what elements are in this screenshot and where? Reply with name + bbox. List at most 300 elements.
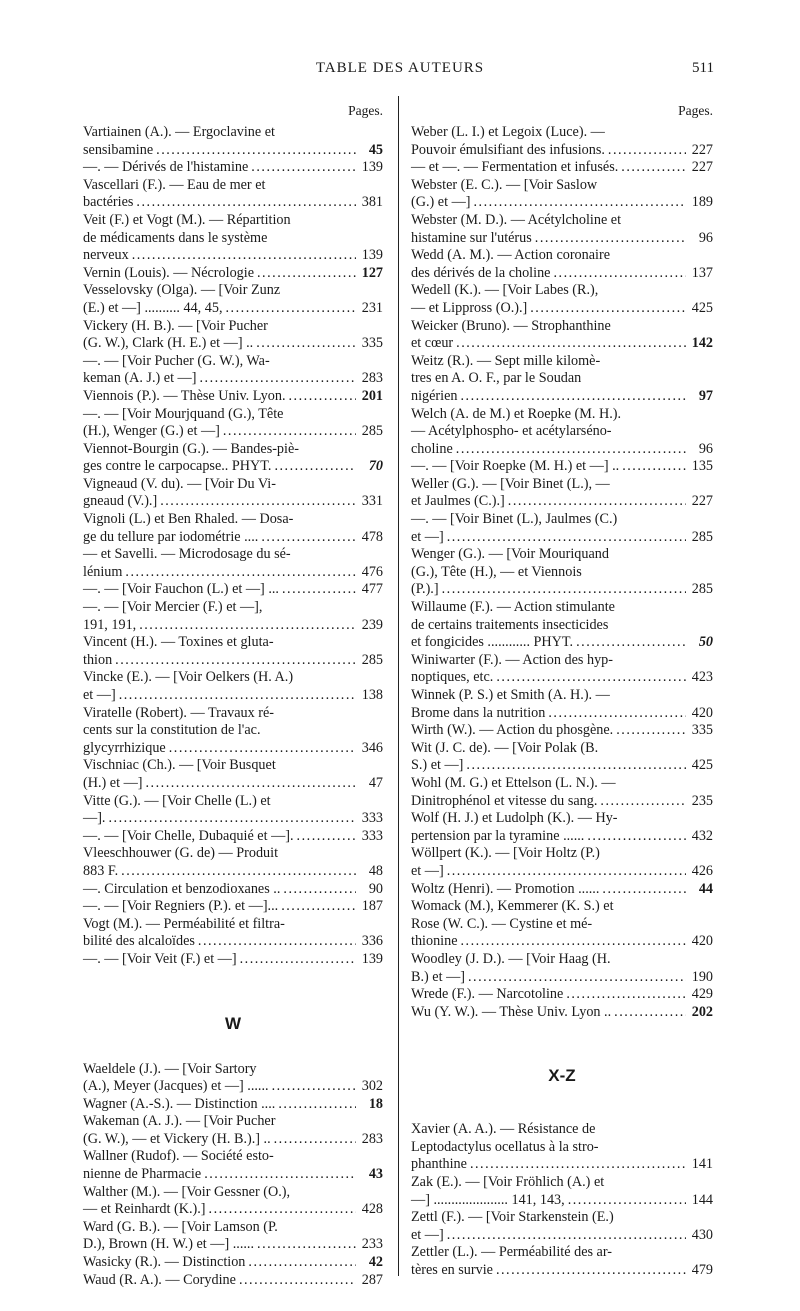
dot-leader bbox=[602, 881, 686, 899]
index-entry bbox=[411, 740, 713, 775]
entry-last-line bbox=[83, 1130, 383, 1149]
page-reference: 138 bbox=[361, 687, 383, 703]
entry-text-line: Wedd (A. M.). — Action coronaire bbox=[411, 247, 611, 264]
entry-text-line: pertension par la tyramine ...... bbox=[411, 827, 585, 844]
dot-leader bbox=[125, 564, 356, 582]
index-entry bbox=[83, 441, 383, 476]
index-entry bbox=[83, 177, 383, 212]
entry-last-line bbox=[411, 933, 713, 951]
entry-text-line: Vartiainen (A.). — Ergoclavine et bbox=[83, 124, 275, 140]
page-reference: 285 bbox=[691, 528, 713, 545]
index-entry bbox=[83, 669, 383, 704]
entry-text-line: Wit (J. C. de). — [Voir Polak (B. bbox=[411, 739, 599, 756]
index-entry bbox=[83, 353, 383, 388]
page-reference: 227 bbox=[691, 141, 713, 158]
index-entry bbox=[411, 1174, 713, 1209]
entry-text-line: Weber (L. I.) et Legoix (Luce). — bbox=[411, 124, 605, 140]
page-reference: 139 bbox=[361, 950, 383, 967]
entry-text-line: Veit (F.) et Vogt (M.). — Répartition bbox=[83, 211, 291, 228]
entry-text-line: (G.), Tête (H.), — et Viennois bbox=[411, 563, 582, 580]
entry-last-line bbox=[83, 880, 383, 899]
dot-leader bbox=[496, 669, 686, 687]
page-reference: 420 bbox=[691, 933, 713, 950]
dot-leader bbox=[535, 230, 686, 248]
dot-leader bbox=[278, 1096, 356, 1114]
dot-leader bbox=[568, 1192, 686, 1210]
entry-text-line: tres en A. O. F., par le Soudan bbox=[411, 370, 582, 387]
index-entry bbox=[83, 1254, 383, 1272]
page-reference: 127 bbox=[361, 264, 383, 281]
dot-leader bbox=[508, 493, 686, 511]
index-entry bbox=[83, 476, 383, 511]
entry-text-line: Vogt (M.). — Perméabilité et filtra- bbox=[83, 915, 285, 932]
page-header bbox=[0, 60, 800, 84]
index-entry bbox=[411, 986, 713, 1004]
index-entry bbox=[83, 1184, 383, 1219]
page-reference: 283 bbox=[361, 1130, 383, 1147]
entry-text-line: bilité des alcaloïdes bbox=[83, 933, 195, 950]
entry-last-line bbox=[411, 792, 713, 811]
index-entry bbox=[83, 757, 383, 792]
index-entry bbox=[411, 1121, 713, 1174]
index-entry bbox=[411, 687, 713, 722]
dot-leader bbox=[226, 300, 357, 318]
entry-text-line: Zak (E.). — [Voir Fröhlich (A.) et bbox=[411, 1174, 605, 1191]
entry-text-line: —. Circulation et benzodioxanes .. bbox=[83, 880, 281, 897]
page-reference: 432 bbox=[691, 827, 713, 844]
entry-last-line bbox=[83, 563, 383, 582]
index-entry bbox=[83, 705, 383, 758]
dot-leader bbox=[223, 423, 356, 441]
entry-text-line: (A.), Meyer (Jacques) et —] ...... bbox=[83, 1078, 269, 1095]
page-reference: 420 bbox=[691, 704, 713, 721]
page-reference: 144 bbox=[691, 1191, 713, 1208]
right-column bbox=[411, 100, 713, 1280]
dot-leader bbox=[257, 265, 356, 283]
entry-text-line: Vincent (H.). — Toxines et gluta- bbox=[83, 634, 274, 651]
page-reference: 202 bbox=[691, 1003, 713, 1020]
entry-last-line bbox=[83, 141, 383, 160]
entry-text-line: et cœur bbox=[411, 335, 454, 352]
page-reference: 141 bbox=[691, 1156, 713, 1173]
page-reference: 139 bbox=[361, 159, 383, 176]
dot-leader bbox=[169, 740, 356, 758]
entry-text-line: —. — [Voir Fauchon (L.) et —] ... bbox=[83, 581, 279, 598]
page-reference: 429 bbox=[691, 986, 713, 1003]
page-reference: 70 bbox=[368, 458, 383, 475]
dot-leader bbox=[456, 335, 686, 353]
entry-last-line bbox=[83, 458, 383, 476]
index-entry bbox=[83, 951, 383, 969]
index-list-w-continued bbox=[411, 124, 713, 1021]
index-entry bbox=[411, 845, 713, 880]
entry-text-line: Wohl (M. G.) et Ettelson (L. N.). — bbox=[411, 774, 616, 791]
entry-last-line bbox=[411, 827, 713, 846]
entry-last-line bbox=[83, 247, 383, 265]
entry-text-line: (G. W.), — et Vickery (H. B.).] .. bbox=[83, 1130, 271, 1147]
entry-text-line: —]. bbox=[83, 810, 106, 827]
dot-leader bbox=[548, 705, 686, 723]
dot-leader bbox=[251, 159, 356, 177]
page-reference: 425 bbox=[691, 299, 713, 316]
page-reference: 231 bbox=[361, 299, 383, 316]
index-entry bbox=[411, 652, 713, 687]
entry-text-line: Wu (Y. W.). — Thèse Univ. Lyon .. bbox=[411, 1003, 612, 1020]
entry-last-line bbox=[83, 264, 383, 283]
entry-last-line bbox=[83, 387, 383, 406]
entry-text-line: thion bbox=[83, 651, 113, 668]
entry-text-line: sensibamine bbox=[83, 141, 154, 158]
index-entry bbox=[83, 599, 383, 634]
entry-text-line: Vascellari (F.). — Eau de mer et bbox=[83, 176, 266, 193]
entry-text-line: des dérivés de la choline bbox=[411, 264, 551, 281]
entry-text-line: Vickery (H. B.). — [Voir Pucher bbox=[83, 317, 268, 334]
entry-text-line: (G. W.), Clark (H. E.) et —] .. bbox=[83, 335, 254, 352]
entry-text-line: S.) et —] bbox=[411, 757, 464, 774]
dot-leader bbox=[622, 458, 686, 476]
entry-text-line: (G.) et —] bbox=[411, 194, 471, 211]
dot-leader bbox=[121, 863, 356, 881]
index-entry bbox=[411, 212, 713, 247]
entry-text-line: Vischniac (Ch.). — [Voir Busquet bbox=[83, 757, 276, 774]
dot-leader bbox=[156, 142, 356, 160]
entry-text-line: glycyrrhizique bbox=[83, 739, 166, 756]
entry-last-line bbox=[83, 493, 383, 511]
page-reference: 302 bbox=[361, 1078, 383, 1095]
index-entry bbox=[411, 353, 713, 406]
entry-text-line: Wallner (Rudof). — Société esto- bbox=[83, 1148, 274, 1165]
entry-text-line: Willaume (F.). — Action stimulante bbox=[411, 599, 615, 616]
entry-text-line: Wasicky (R.). — Distinction bbox=[83, 1254, 246, 1271]
entry-last-line bbox=[83, 651, 383, 670]
dot-leader bbox=[209, 1201, 356, 1219]
entry-last-line bbox=[83, 898, 383, 916]
dot-leader bbox=[468, 969, 686, 987]
page-reference: 227 bbox=[691, 493, 713, 510]
entry-text-line: Womack (M.), Kemmerer (K. S.) et bbox=[411, 898, 614, 915]
page-reference: 45 bbox=[368, 141, 383, 158]
entry-last-line bbox=[83, 1271, 383, 1290]
index-entry bbox=[411, 1004, 713, 1022]
index-entry bbox=[411, 458, 713, 476]
dot-leader bbox=[204, 1166, 356, 1184]
page-reference: 189 bbox=[691, 194, 713, 211]
entry-text-line: —. — [Voir Veit (F.) et —] bbox=[83, 950, 237, 967]
entry-last-line bbox=[83, 1254, 383, 1272]
dot-leader bbox=[614, 1004, 686, 1022]
page-reference: 239 bbox=[361, 616, 383, 633]
entry-text-line: Wenger (G.). — [Voir Mouriquand bbox=[411, 546, 609, 563]
entry-last-line bbox=[83, 1236, 383, 1254]
entry-text-line: nerveux bbox=[83, 247, 129, 264]
dot-leader bbox=[272, 1078, 356, 1096]
entry-text-line: —] ..................... 141, 143, bbox=[411, 1191, 565, 1208]
entry-text-line: Weicker (Bruno). — Strophanthine bbox=[411, 317, 611, 334]
entry-text-line: —. — [Voir Binet (L.), Jaulmes (C.) bbox=[411, 511, 618, 528]
entry-last-line bbox=[411, 458, 713, 476]
index-entry bbox=[411, 476, 713, 511]
entry-text-line: nigérien bbox=[411, 387, 458, 404]
entry-last-line bbox=[83, 616, 383, 635]
entry-text-line: Vesselovsky (Olga). — [Voir Zunz bbox=[83, 282, 281, 299]
index-entry bbox=[411, 546, 713, 599]
entry-text-line: (H.), Wenger (G.) et —] bbox=[83, 423, 220, 440]
entry-text-line: D.), Brown (H. W.) et —] ...... bbox=[83, 1236, 255, 1253]
entry-text-line: Walther (M.). — [Voir Gessner (O.), bbox=[83, 1183, 291, 1200]
entry-last-line bbox=[411, 704, 713, 723]
entry-text-line: 883 F. bbox=[83, 862, 119, 879]
dot-leader bbox=[608, 142, 686, 160]
index-entry bbox=[411, 951, 713, 986]
index-entry bbox=[83, 881, 383, 899]
left-column bbox=[83, 100, 383, 1289]
entry-last-line bbox=[411, 581, 713, 599]
index-list-v bbox=[83, 124, 383, 969]
page-reference: 346 bbox=[361, 739, 383, 756]
dot-leader bbox=[496, 1262, 686, 1280]
entry-last-line bbox=[83, 159, 383, 177]
page-reference: 430 bbox=[691, 1226, 713, 1243]
index-entry bbox=[83, 546, 383, 581]
entry-text-line: — et Lippross (O.).] bbox=[411, 299, 528, 316]
dot-leader bbox=[621, 159, 686, 177]
entry-text-line: Zettl (F.). — [Voir Starkenstein (E.) bbox=[411, 1209, 614, 1226]
entry-text-line: de certains traitements insecticides bbox=[411, 616, 609, 633]
page-reference: 428 bbox=[361, 1201, 383, 1218]
entry-text-line: —. — [Voir Roepke (M. H.) et —] .. bbox=[411, 458, 620, 475]
entry-text-line: — et Reinhardt (K.).] bbox=[83, 1201, 206, 1218]
entry-text-line: — et Savelli. — Microdosage du sé- bbox=[83, 546, 291, 563]
entry-last-line bbox=[411, 440, 713, 459]
dot-leader bbox=[136, 194, 356, 212]
entry-text-line: et —] bbox=[83, 687, 116, 703]
index-entry bbox=[83, 388, 383, 406]
entry-text-line: Winnek (P. S.) et Smith (A. H.). — bbox=[411, 687, 610, 703]
page-reference: 235 bbox=[691, 792, 713, 809]
page-reference: 285 bbox=[361, 651, 383, 668]
entry-text-line: Waeldele (J.). — [Voir Sartory bbox=[83, 1060, 257, 1077]
entry-text-line: et —] bbox=[411, 862, 444, 879]
entry-last-line bbox=[83, 194, 383, 212]
page-reference: 479 bbox=[691, 1262, 713, 1279]
page-reference: 426 bbox=[691, 862, 713, 879]
entry-text-line: Rose (W. C.). — Cystine et mé- bbox=[411, 915, 593, 932]
entry-last-line bbox=[411, 862, 713, 881]
dot-leader bbox=[576, 634, 686, 652]
entry-last-line bbox=[83, 774, 383, 793]
entry-last-line bbox=[411, 1191, 713, 1210]
index-entry bbox=[83, 406, 383, 441]
index-entry bbox=[83, 1061, 383, 1096]
index-entry bbox=[83, 793, 383, 828]
index-entry bbox=[83, 845, 383, 880]
dot-leader bbox=[447, 863, 686, 881]
page-number: 511 bbox=[692, 60, 714, 76]
entry-text-line: ges contre le carpocapse.. PHYT. bbox=[83, 458, 272, 475]
entry-last-line bbox=[83, 1166, 383, 1184]
index-entry bbox=[83, 898, 383, 916]
dot-leader bbox=[530, 300, 686, 318]
entry-last-line bbox=[411, 1156, 713, 1174]
entry-text-line: Viratelle (Robert). — Travaux ré- bbox=[83, 704, 275, 721]
dot-leader bbox=[274, 1131, 356, 1149]
entry-text-line: Winiwarter (F.). — Action des hyp- bbox=[411, 651, 613, 668]
entry-last-line bbox=[411, 493, 713, 511]
entry-text-line: thionine bbox=[411, 933, 458, 950]
entry-text-line: Brome dans la nutrition bbox=[411, 704, 546, 721]
page-reference: 227 bbox=[691, 159, 713, 176]
dot-leader bbox=[474, 194, 687, 212]
page-reference: 142 bbox=[691, 335, 713, 352]
index-entry bbox=[83, 1096, 383, 1114]
index-entry bbox=[411, 159, 713, 177]
entry-last-line bbox=[411, 1226, 713, 1245]
entry-last-line bbox=[83, 933, 383, 951]
entry-last-line bbox=[411, 194, 713, 212]
entry-text-line: —. — [Voir Mourjquand (G.), Tête bbox=[83, 405, 284, 422]
dot-leader bbox=[119, 687, 356, 705]
entry-text-line: Waud (R. A.). — Corydine bbox=[83, 1271, 236, 1288]
index-entry bbox=[411, 722, 713, 740]
column-divider bbox=[398, 96, 399, 1276]
entry-text-line: Welch (A. de M.) et Roepke (M. H.). bbox=[411, 405, 622, 422]
entry-last-line bbox=[411, 299, 713, 318]
index-entry bbox=[83, 511, 383, 546]
entry-text-line: Wagner (A.-S.). — Distinction .... bbox=[83, 1095, 276, 1112]
entry-text-line: de médicaments dans le système bbox=[83, 229, 268, 246]
entry-text-line: Vignoli (L.) et Ben Rhaled. — Dosa- bbox=[83, 511, 294, 528]
entry-last-line bbox=[83, 810, 383, 828]
entry-text-line: phanthine bbox=[411, 1156, 467, 1173]
page-reference: 423 bbox=[691, 669, 713, 686]
index-entry bbox=[411, 177, 713, 212]
dot-leader bbox=[239, 1272, 356, 1290]
index-entry bbox=[83, 282, 383, 317]
dot-leader bbox=[257, 1236, 356, 1254]
dot-leader bbox=[115, 652, 356, 670]
entry-text-line: Wrede (F.). — Narcotoline bbox=[411, 986, 564, 1003]
page-reference: 425 bbox=[691, 757, 713, 774]
entry-text-line: Pouvoir émulsifiant des infusions. bbox=[411, 141, 605, 158]
entry-last-line bbox=[411, 669, 713, 687]
entry-text-line: Vincke (E.). — [Voir Oelkers (H. A.) bbox=[83, 669, 294, 686]
page-reference: 335 bbox=[691, 722, 713, 739]
dot-leader bbox=[456, 441, 686, 459]
entry-text-line: Wirth (W.). — Action du phosgène. bbox=[411, 722, 614, 739]
page-reference: 477 bbox=[361, 581, 383, 598]
dot-leader bbox=[198, 933, 356, 951]
entry-text-line: Weitz (R.). — Sept mille kilomè- bbox=[411, 352, 601, 369]
entry-last-line bbox=[411, 141, 713, 160]
entry-last-line bbox=[83, 1078, 383, 1096]
entry-text-line: — et —. — Fermentation et infusés. bbox=[411, 159, 619, 176]
index-entry bbox=[83, 212, 383, 265]
entry-text-line: cents sur la constitution de l'ac. bbox=[83, 722, 261, 739]
section-heading-w: W bbox=[224, 1013, 242, 1033]
page-reference: 44 bbox=[698, 880, 713, 897]
entry-last-line bbox=[411, 387, 713, 406]
entry-text-line: Wedell (K.). — [Voir Labes (R.), bbox=[411, 282, 599, 299]
entry-text-line: Webster (M. D.). — Acétylcholine et bbox=[411, 211, 622, 228]
entry-text-line: et fongicides ............ PHYT. bbox=[411, 634, 574, 651]
entry-text-line: ge du tellure par iodométrie .... bbox=[83, 528, 259, 545]
dot-leader bbox=[600, 793, 686, 811]
entry-text-line: Zettler (L.). — Perméabilité des ar- bbox=[411, 1244, 613, 1261]
page-reference: 47 bbox=[368, 774, 383, 791]
dot-leader bbox=[248, 1254, 356, 1272]
page-reference: 48 bbox=[368, 862, 383, 879]
page-reference: 287 bbox=[361, 1271, 383, 1288]
entry-text-line: Vleeschhouwer (G. de) — Produit bbox=[83, 845, 279, 862]
entry-text-line: Weller (G.). — [Voir Binet (L.), — bbox=[411, 475, 610, 492]
entry-text-line: Viennot-Bourgin (G.). — Bandes-piè- bbox=[83, 440, 299, 457]
index-entry bbox=[411, 124, 713, 159]
entry-text-line: Viennois (P.). — Thèse Univ. Lyon. bbox=[83, 387, 286, 404]
entry-text-line: histamine sur l'utérus bbox=[411, 229, 532, 246]
dot-leader bbox=[460, 388, 686, 406]
entry-last-line bbox=[411, 986, 713, 1004]
entry-last-line bbox=[411, 1262, 713, 1280]
entry-text-line: et Jaulmes (C.).] bbox=[411, 493, 505, 510]
entry-last-line bbox=[411, 229, 713, 248]
entry-last-line bbox=[83, 1201, 383, 1219]
entry-last-line bbox=[83, 739, 383, 758]
entry-last-line bbox=[83, 299, 383, 318]
dot-leader bbox=[442, 581, 686, 599]
section-heading-xz: X-Z bbox=[548, 1066, 576, 1086]
entry-last-line bbox=[411, 757, 713, 775]
page-reference: 331 bbox=[361, 493, 383, 510]
dot-leader bbox=[282, 581, 356, 599]
dot-leader bbox=[132, 247, 356, 265]
entry-last-line bbox=[83, 950, 383, 969]
entry-text-line: Leptodactylus ocellatus à la stro- bbox=[411, 1138, 599, 1155]
entry-last-line bbox=[411, 1003, 713, 1022]
page-reference: 233 bbox=[361, 1236, 383, 1253]
index-entry bbox=[411, 406, 713, 459]
page-reference: 381 bbox=[361, 194, 383, 211]
page-reference: 285 bbox=[691, 581, 713, 598]
index-entry bbox=[83, 318, 383, 353]
entry-text-line: —. — [Voir Chelle, Dubaquié et —]. bbox=[83, 827, 294, 844]
page-title: TABLE DES AUTEURS bbox=[315, 60, 485, 76]
index-entry bbox=[83, 1113, 383, 1148]
dot-leader bbox=[199, 370, 356, 388]
index-entry bbox=[83, 916, 383, 951]
index-entry bbox=[83, 1148, 383, 1183]
page-reference: 137 bbox=[691, 264, 713, 281]
index-entry bbox=[411, 511, 713, 546]
pages-label: Pages. bbox=[678, 103, 713, 118]
entry-last-line bbox=[411, 264, 713, 283]
entry-text-line: Vitte (G.). — [Voir Chelle (L.) et bbox=[83, 792, 271, 809]
page-reference: 96 bbox=[698, 440, 713, 457]
entry-last-line bbox=[411, 159, 713, 177]
entry-text-line: —. — [Voir Regniers (P.). et —]... bbox=[83, 898, 279, 915]
index-entry bbox=[411, 1244, 713, 1279]
index-entry bbox=[411, 282, 713, 317]
index-entry bbox=[411, 775, 713, 810]
index-entry bbox=[83, 124, 383, 159]
dot-leader bbox=[553, 265, 686, 283]
entry-text-line: 191, 191, bbox=[83, 616, 137, 633]
page-reference: 336 bbox=[361, 933, 383, 950]
entry-last-line bbox=[83, 687, 383, 705]
page-reference: 285 bbox=[361, 423, 383, 440]
dot-leader bbox=[240, 951, 356, 969]
entry-text-line: tères en survie bbox=[411, 1262, 493, 1279]
page-reference: 476 bbox=[361, 563, 383, 580]
